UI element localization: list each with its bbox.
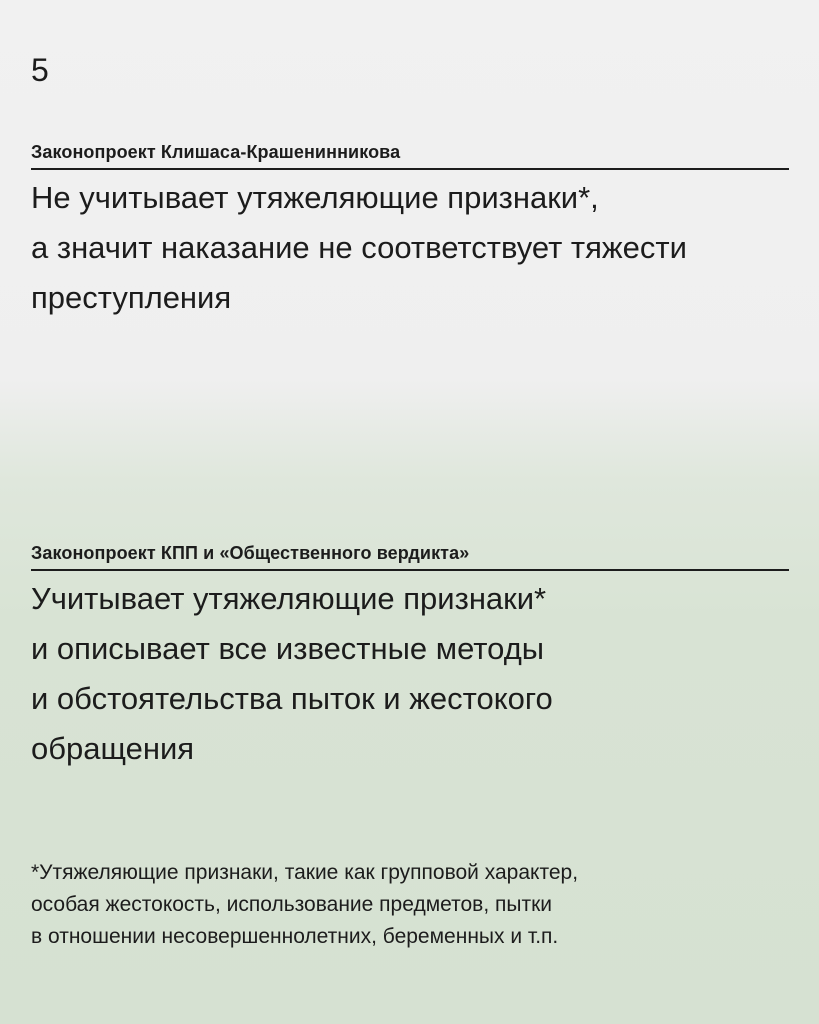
section-body — [31, 574, 789, 774]
section-body-line: и описывает все известные методы — [31, 631, 545, 666]
section-body-line: Учитывает утяжеляющие признаки* — [31, 581, 547, 616]
section-label: Законопроект КПП и «Общественного вердикта» — [31, 541, 789, 571]
footnote-line: особая жестокость, использование предметов, пытки — [31, 893, 553, 916]
footnote-line: в отношении несовершеннолетних, беременных и т.п. — [31, 925, 559, 948]
section-body-line: и обстоятельства пыток и жестокого — [31, 681, 553, 716]
section-body — [31, 173, 789, 323]
bill-section-klishas — [31, 140, 789, 323]
section-body-line: Не учитывает утяжеляющие признаки*, — [31, 180, 599, 215]
section-body-line: а значит наказание не соответствует тяжести — [31, 230, 687, 265]
footnote-line: *Утяжеляющие признаки, такие как групповой характер, — [31, 861, 579, 884]
section-body-line: обращения — [31, 731, 195, 766]
section-label: Законопроект Клишаса-Крашенинникова — [31, 140, 789, 170]
page-number: 5 — [31, 52, 49, 88]
footnote — [31, 857, 791, 953]
bill-section-kpp — [31, 541, 789, 774]
section-body-line: преступления — [31, 280, 232, 315]
